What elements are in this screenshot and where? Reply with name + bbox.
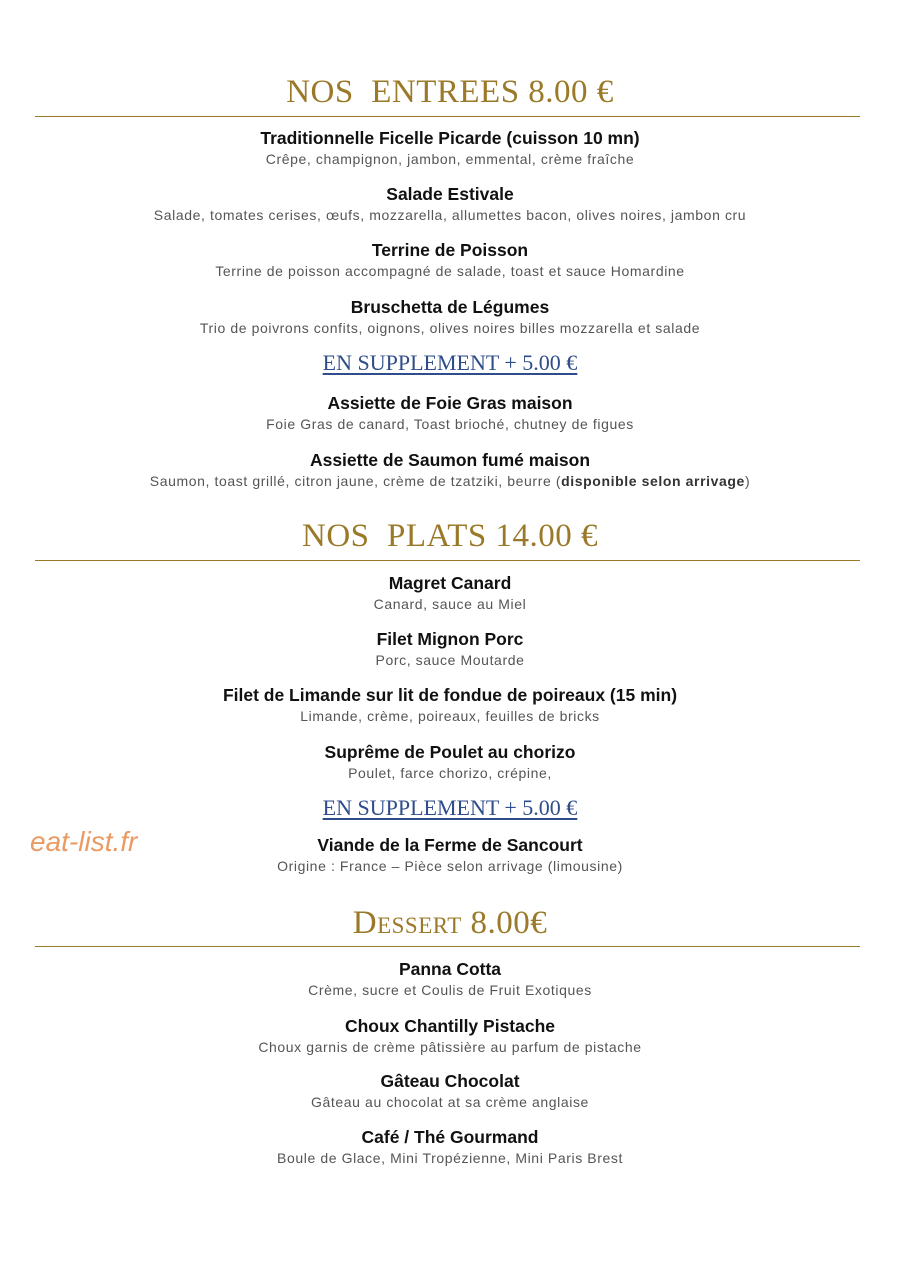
item-description-text: Saumon, toast grillé, citron jaune, crème de tzatziki, beurre ( [149, 473, 562, 489]
item-name: Filet de Limande sur lit de fondue de poireaux (15 min) [222, 685, 678, 705]
item-name: Viande de la Ferme de Sancourt [317, 835, 583, 855]
entrees-title: NOS ENTREES 8.00 € [286, 74, 614, 110]
menu-item [0, 1070, 900, 1112]
item-name: Gâteau Chocolat [380, 1071, 520, 1091]
menu-item [0, 684, 900, 726]
item-description: Salade, tomates cerises, œufs, mozzarella, allumettes bacon, olives noires, jambon cru [153, 207, 747, 223]
item-name: Traditionnelle Ficelle Picarde (cuisson 10 mn) [260, 128, 640, 148]
item-description: Origine : France – Pièce selon arrivage (limousine) [277, 858, 623, 874]
item-name: Filet Mignon Porc [376, 629, 524, 649]
item-description-end: ) [744, 473, 751, 489]
item-description [0, 471, 900, 491]
item-name: Café / Thé Gourmand [361, 1127, 539, 1147]
item-name: Bruschetta de Légumes [350, 297, 550, 317]
availability-note: disponible selon arrivage [561, 473, 745, 489]
menu-item [0, 127, 900, 169]
menu-item [0, 572, 900, 614]
item-description: Choux garnis de crème pâtissière au parfum de pistache [258, 1039, 642, 1055]
item-name: Terrine de Poisson [371, 240, 529, 260]
menu-item [0, 296, 900, 338]
item-description: Limande, crème, poireaux, feuilles de bricks [300, 708, 600, 724]
item-description: Porc, sauce Moutarde [375, 652, 525, 668]
desserts-divider [35, 946, 860, 947]
menu-item [0, 239, 900, 281]
item-name: Magret Canard [388, 573, 512, 593]
entrees-divider [35, 116, 860, 117]
item-description: Poulet, farce chorizo, crépine, [348, 765, 552, 781]
item-description: Crêpe, champignon, jambon, emmental, crème fraîche [265, 151, 635, 167]
menu-item [0, 1126, 900, 1168]
item-name: Salade Estivale [386, 184, 514, 204]
item-description: Trio de poivrons confits, oignons, olives noires billes mozzarella et salade [199, 320, 701, 336]
item-name: Suprême de Poulet au chorizo [324, 742, 576, 762]
item-description: Gâteau au chocolat at sa crème anglaise [311, 1094, 589, 1110]
item-name: Assiette de Saumon fumé maison [309, 450, 591, 470]
item-description: Canard, sauce au Miel [373, 596, 527, 612]
menu-item [0, 392, 900, 434]
item-description: Foie Gras de canard, Toast brioché, chutney de figues [266, 416, 634, 432]
menu-item [0, 183, 900, 225]
watermark-logo: eat-list.fr [30, 826, 138, 857]
desserts-title: Dessert 8.00€ [352, 905, 548, 941]
item-name: Panna Cotta [398, 959, 502, 979]
menu-item [0, 741, 900, 783]
menu-item [0, 628, 900, 670]
plats-title: NOS PLATS 14.00 € [302, 518, 598, 554]
item-description: Boule de Glace, Mini Tropézienne, Mini Paris Brest [277, 1150, 623, 1166]
menu-item [0, 1015, 900, 1057]
plats-divider [35, 560, 860, 561]
menu-item [0, 449, 900, 491]
item-description: Crème, sucre et Coulis de Fruit Exotiques [308, 982, 592, 998]
supplement-heading: EN SUPPLEMENT + 5.00 € [322, 795, 578, 820]
menu-item [0, 958, 900, 1000]
supplement-heading: EN SUPPLEMENT + 5.00 € [322, 350, 578, 375]
item-name: Assiette de Foie Gras maison [327, 393, 573, 413]
item-name: Choux Chantilly Pistache [344, 1016, 556, 1036]
item-description: Terrine de poisson accompagné de salade, toast et sauce Homardine [215, 263, 685, 279]
